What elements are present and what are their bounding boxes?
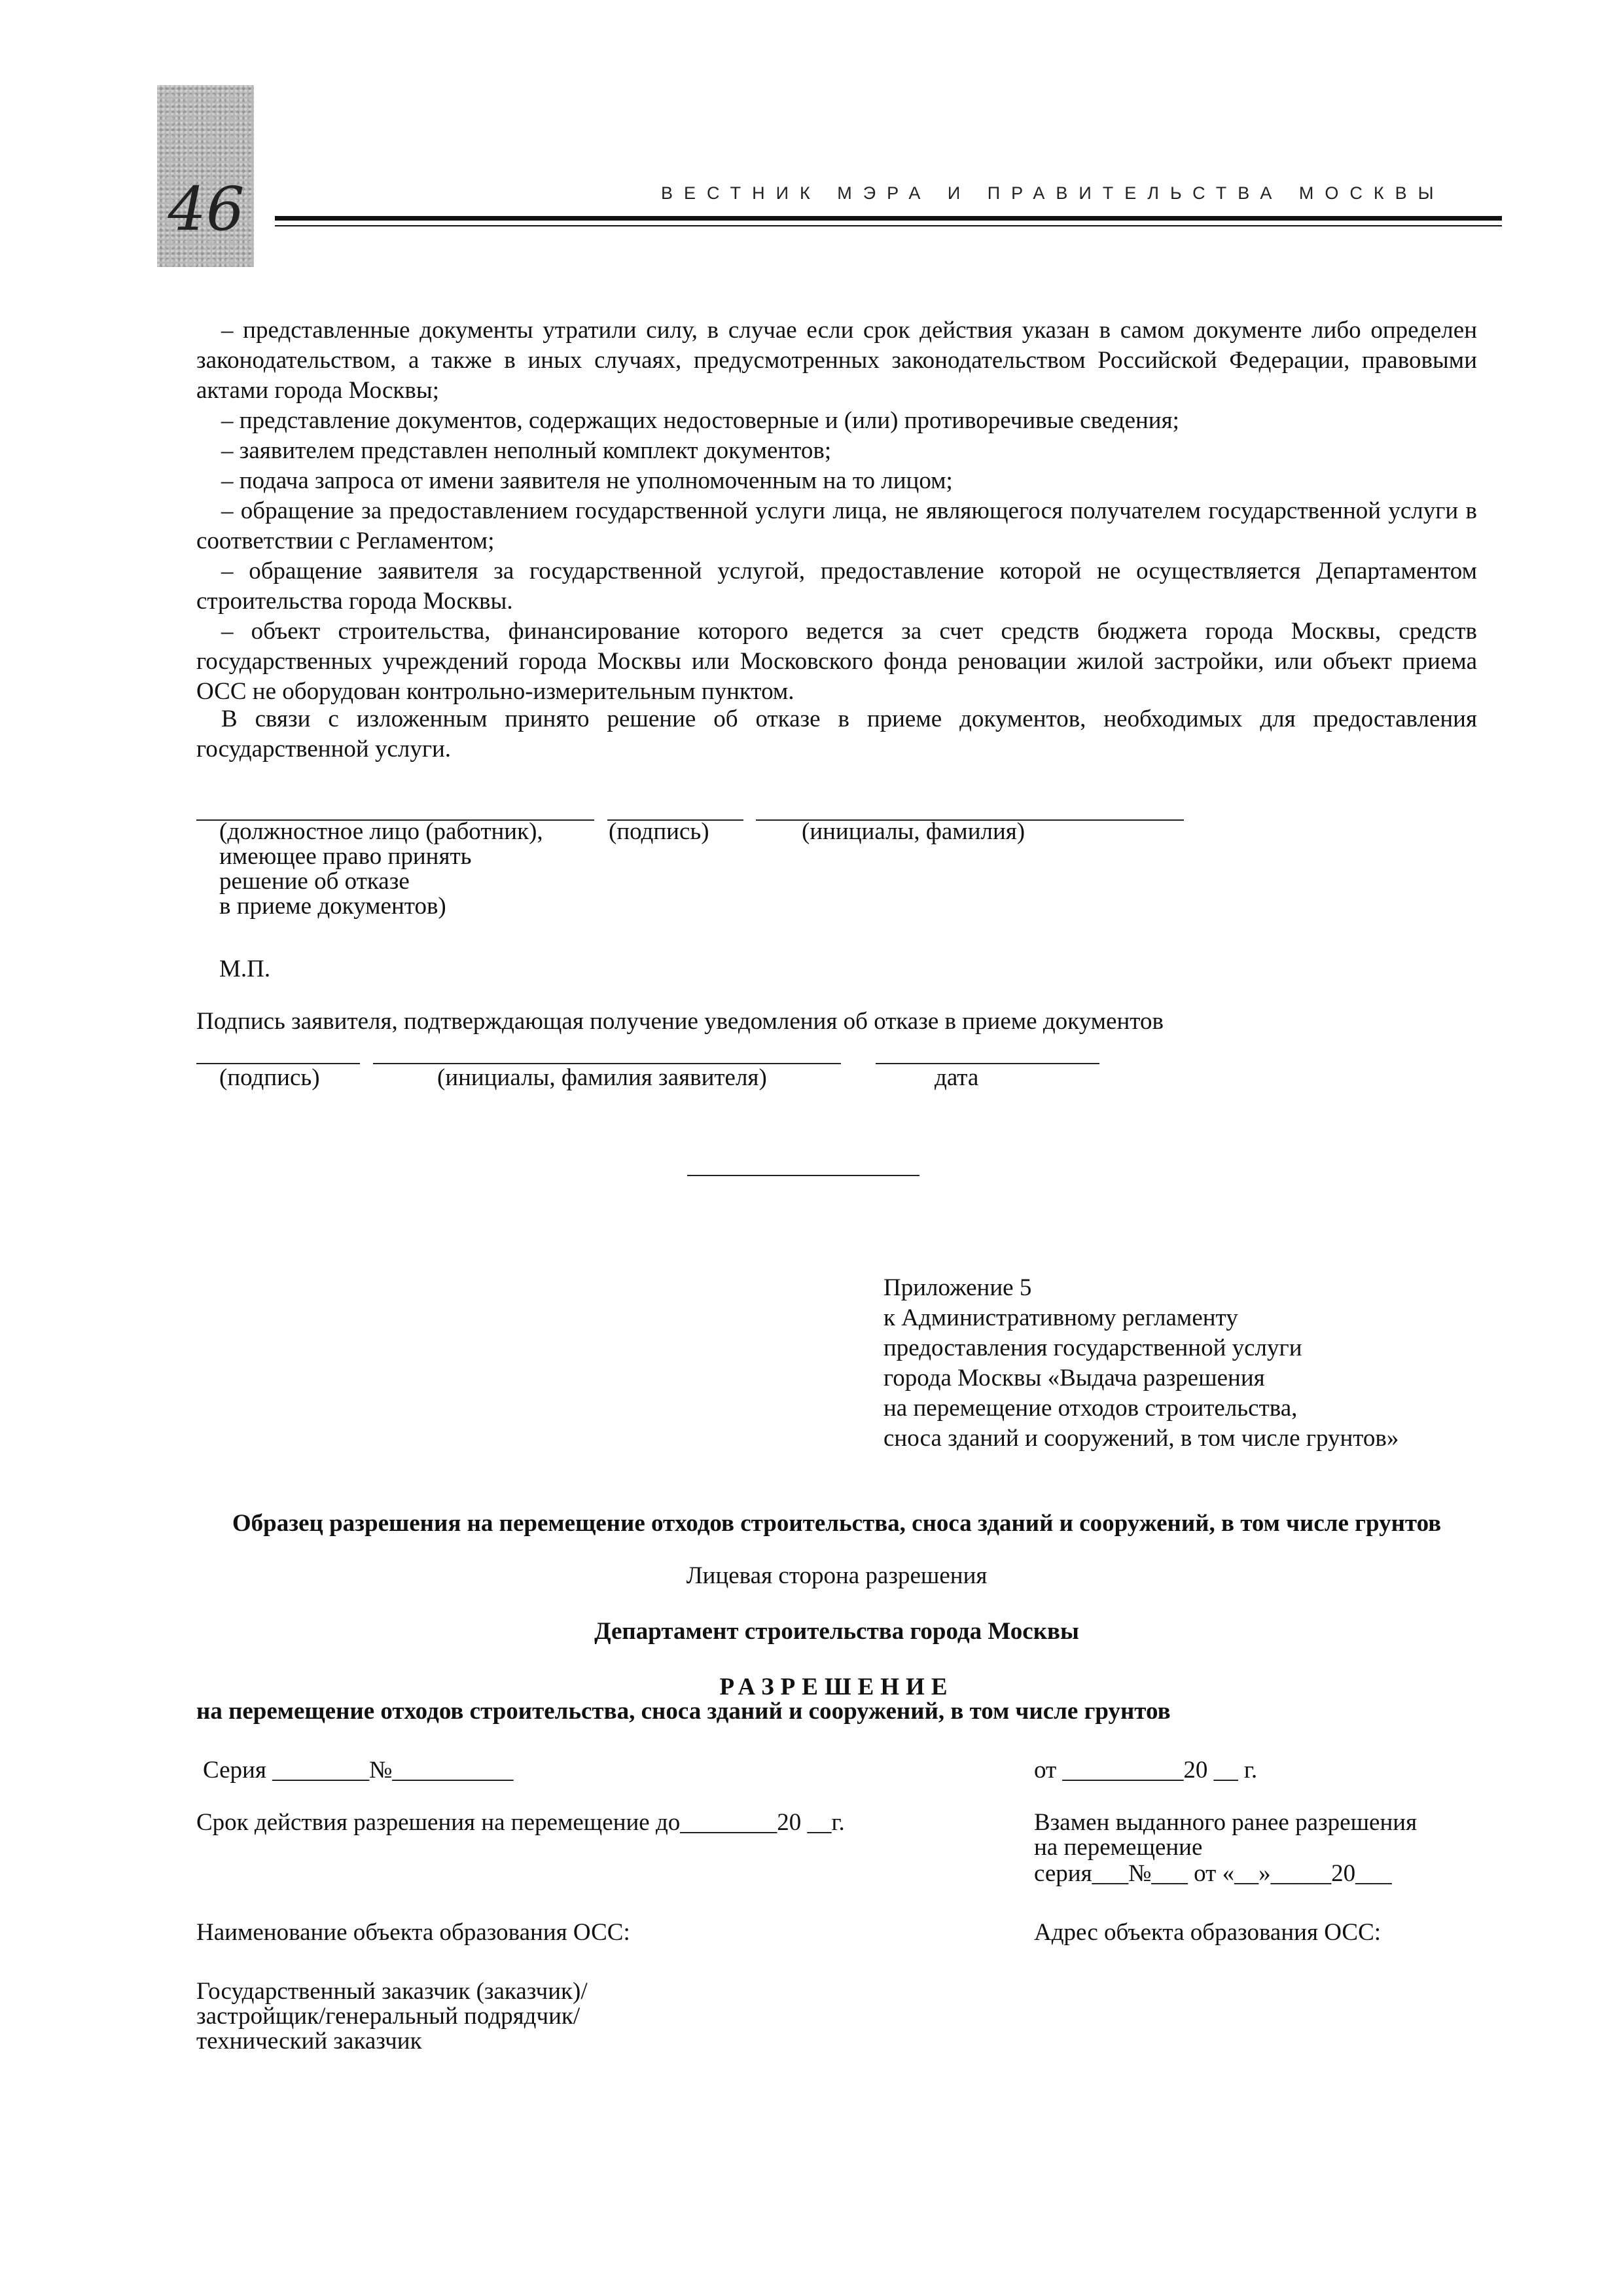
- stamp-label: М.П.: [219, 956, 271, 982]
- permit-word: РАЗРЕШЕНИЕ: [719, 1674, 954, 1700]
- reason-item: – обращение заявителя за государственной услугой, предоставление которой не осуществляется Департаментом строительства города Москвы.: [196, 558, 1477, 615]
- reason-item: – обращение за предоставлением государственной услуги лица, не являющегося получателем государственной услуги в соответствии с Регламентом;: [196, 497, 1477, 554]
- issue-date-field: от __________20 __ г.: [1034, 1757, 1258, 1784]
- object-address-label: Адрес объекта образования ОСС:: [1034, 1919, 1382, 1946]
- initials-label: (инициалы, фамилия): [802, 818, 1026, 845]
- signature-label: (подпись): [609, 818, 709, 845]
- reason-item: – заявителем представлен неполный комплект документов;: [221, 437, 832, 464]
- page-number: 46: [168, 174, 245, 244]
- header-rule-thin: [275, 225, 1502, 226]
- customer-block: [196, 1977, 588, 2056]
- customer-line: технический заказчик: [196, 2028, 422, 2054]
- applicant-initials-label: (инициалы, фамилия заявителя): [437, 1064, 767, 1091]
- official-label-2: имеющее право принять: [219, 843, 472, 870]
- appendix-line: на перемещение отходов строительства,: [883, 1395, 1298, 1422]
- applicant-caption: Подпись заявителя, подтверждающая получение уведомления об отказе в приеме документов: [196, 1008, 1164, 1035]
- object-name-label: Наименование объекта образования ОСС:: [196, 1919, 630, 1946]
- reason-item: – представление документов, содержащих недостоверные и (или) противоречивые сведения;: [221, 407, 1179, 434]
- appendix-line: к Административному регламенту: [883, 1304, 1238, 1331]
- header-rule: [275, 216, 1502, 221]
- replacement-line: Взамен выданного ранее разрешения: [1034, 1809, 1418, 1836]
- publication-title: ВЕСТНИК МЭРА И ПРАВИТЕЛЬСТВА МОСКВЫ: [661, 183, 1445, 203]
- replacement-line: серия___№___ от «__»_____20___: [1034, 1860, 1392, 1887]
- reason-item: – представленные документы утратили силу, в случае если срок действия указан в самом документе либо определен законодательством, а также в иных случаях, предусмотренных законодательством Российской Федерации, правовыми актами города Москвы;: [196, 317, 1477, 404]
- official-label-4: в приеме документов): [219, 893, 446, 920]
- refusal-reasons-list: [196, 315, 1477, 707]
- official-label-1: (должностное лицо (работник),: [219, 818, 543, 845]
- replacement-line: на перемещение: [1034, 1834, 1203, 1861]
- appendix-line: сноса зданий и сооружений, в том числе грунтов»: [883, 1425, 1399, 1452]
- appendix-line: Приложение 5: [883, 1274, 1032, 1301]
- replacement-block: [1034, 1808, 1417, 1889]
- decision-text: В связи с изложенным принято решение об отказе в приеме документов, необходимых для предоставления государственной услуги.: [196, 706, 1477, 762]
- official-label-3: решение об отказе: [219, 868, 410, 895]
- section-separator: [687, 1175, 919, 1176]
- validity-field: Срок действия разрешения на перемещение до________20 __г.: [196, 1809, 845, 1836]
- reason-item: – подача запроса от имени заявителя не уполномоченным на то лицом;: [221, 467, 953, 494]
- reason-item: – объект строительства, финансирование которого ведется за счет средств бюджета города Москвы, средств государственных учреждений города Москвы или Московского фонда реновации жилой застройки, или объект приема ОСС не оборудован контрольно-измерительным пунктом.: [196, 618, 1477, 705]
- front-side-label: Лицевая сторона разрешения: [686, 1562, 988, 1589]
- sample-title: Образец разрешения на перемещение отходов строительства, сноса зданий и сооружений, в том числе грунтов: [232, 1510, 1442, 1537]
- appendix-block: [883, 1273, 1472, 1454]
- appendix-line: предоставления государственной услуги: [883, 1335, 1302, 1361]
- date-label: дата: [935, 1064, 979, 1091]
- permit-subtitle: на перемещение отходов строительства, сноса зданий и сооружений, в том числе грунтов: [196, 1698, 1171, 1725]
- series-number-field: Серия ________№__________: [203, 1757, 514, 1784]
- applicant-signature-label: (подпись): [219, 1064, 320, 1091]
- department-name: Департамент строительства города Москвы: [594, 1618, 1079, 1645]
- customer-line: Государственный заказчик (заказчик)/: [196, 1978, 588, 2005]
- customer-line: застройщик/генеральный подрядчик/: [196, 2003, 580, 2030]
- date-line: [876, 1063, 1099, 1064]
- appendix-line: города Москвы «Выдача разрешения: [883, 1365, 1265, 1391]
